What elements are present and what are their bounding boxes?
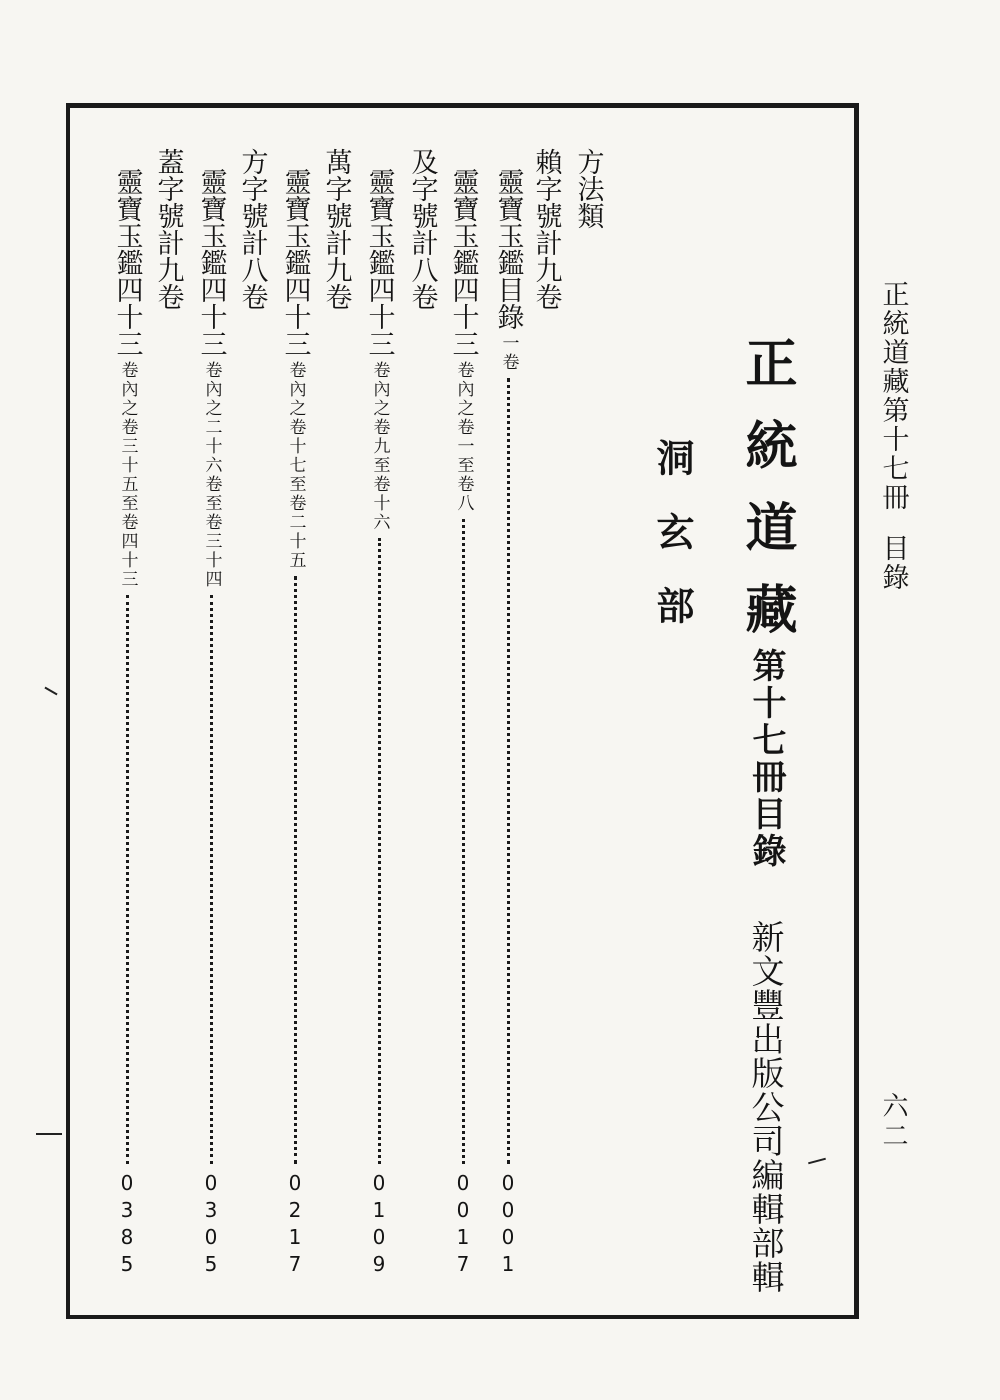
- entry-note: 卷內之卷一至卷八: [453, 361, 474, 513]
- toc-entry-4[interactable]: [280, 168, 310, 1278]
- entry-title: 靈寶玉鑑四十三: [279, 168, 311, 357]
- group-heading-text: 蓋字號計九卷: [152, 148, 184, 310]
- toc-entry-6[interactable]: [112, 168, 142, 1278]
- running-header-title: 正統道藏第十七冊: [877, 280, 909, 512]
- group-heading-1: [528, 148, 564, 310]
- page-number: [876, 1092, 910, 1152]
- group-heading-text: 萬字號計九卷: [320, 148, 352, 310]
- entry-title: 靈寶玉鑑四十三: [111, 168, 143, 357]
- volume-title: [746, 648, 786, 870]
- main-title: [736, 336, 796, 664]
- entry-page-number: 0 0 0 1: [501, 1171, 515, 1276]
- entry-page-number: 0 0 1 7: [456, 1171, 470, 1276]
- group-heading-2: [404, 148, 440, 310]
- entry-note: 卷內之卷九至卷十六: [369, 361, 390, 532]
- running-header: [876, 280, 910, 592]
- publisher: [746, 920, 786, 1294]
- category-heading: 方法類: [572, 148, 604, 229]
- entry-title: 靈寶玉鑑四十三: [363, 168, 395, 357]
- entry-note: 卷內之卷三十五至卷四十三: [117, 361, 138, 589]
- group-heading-4: [234, 148, 270, 310]
- entry-note: 卷內之二十六卷至卷三十四: [201, 361, 222, 589]
- toc-entry-2[interactable]: [448, 168, 478, 1278]
- dot-leader: [378, 538, 381, 1164]
- page-number-text: 六二: [878, 1092, 908, 1152]
- entry-note: 一卷: [498, 334, 519, 372]
- entry-page-number: 0 2 1 7: [288, 1171, 302, 1276]
- entry-note: 卷內之卷十七至卷二十五: [285, 361, 306, 570]
- group-heading-text: 賴字號計九卷: [530, 148, 562, 310]
- entry-title: 靈寶玉鑑四十三: [447, 168, 479, 357]
- dot-leader: [507, 378, 510, 1164]
- publisher-text: 新文豐出版公司編輯部輯: [746, 920, 786, 1294]
- entry-page-number: 0 1 0 9: [372, 1171, 386, 1276]
- entry-page-number: 0 3 0 5: [204, 1171, 218, 1276]
- toc-category: [570, 148, 606, 229]
- volume-title-text: 第十七冊目錄: [746, 648, 786, 870]
- toc-entry-5[interactable]: [196, 168, 226, 1278]
- margin-mark: [44, 687, 57, 696]
- group-heading-text: 方字號計八卷: [236, 148, 268, 310]
- dot-leader: [126, 595, 129, 1164]
- entry-title: 靈寶玉鑑目錄: [492, 168, 524, 330]
- entry-page-number: 0 3 8 5: [120, 1171, 134, 1276]
- group-heading-5: [150, 148, 186, 310]
- division-text: 洞玄部: [650, 438, 695, 660]
- dot-leader: [294, 576, 297, 1164]
- dot-leader: [462, 519, 465, 1164]
- toc-entry-1[interactable]: [493, 168, 523, 1278]
- page-frame: [66, 103, 859, 1319]
- division-label: [650, 438, 694, 660]
- group-heading-3: [318, 148, 354, 310]
- running-header-section: 目錄: [877, 534, 909, 592]
- entry-title: 靈寶玉鑑四十三: [195, 168, 227, 357]
- main-title-text: 正統道藏: [736, 336, 797, 664]
- group-heading-text: 及字號計八卷: [406, 148, 438, 310]
- margin-mark: [36, 1133, 62, 1135]
- dot-leader: [210, 595, 213, 1164]
- toc-entry-3[interactable]: [364, 168, 394, 1278]
